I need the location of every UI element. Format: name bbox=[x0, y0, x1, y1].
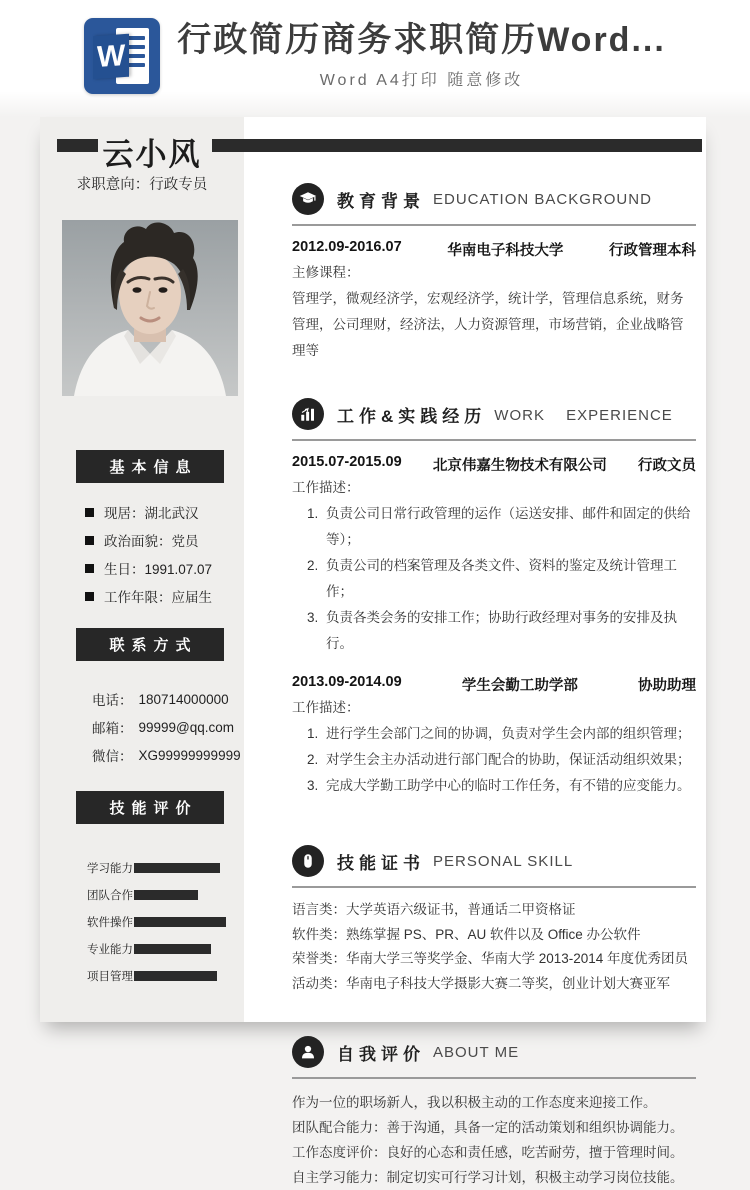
section-title-en: EDUCATION BACKGROUND bbox=[433, 190, 652, 208]
word-logo-icon bbox=[84, 18, 160, 94]
basic-info-item bbox=[85, 498, 212, 526]
section-title-cn: 技能证书 bbox=[337, 853, 425, 873]
skill-bar-track bbox=[134, 890, 226, 900]
job-role: 行政文员 bbox=[638, 458, 696, 474]
basic-info-list bbox=[85, 498, 212, 610]
job-period: 2013.09-2014.09 bbox=[292, 674, 402, 690]
contact-item-wechat bbox=[92, 741, 241, 769]
square-bullet-icon bbox=[85, 592, 94, 601]
contact-list bbox=[92, 685, 241, 769]
basic-info-item bbox=[85, 554, 212, 582]
cert-line: 活动类：华南电子科技大学摄影大赛二等奖，创业计划大赛亚军 bbox=[292, 975, 670, 991]
basic-info-item bbox=[85, 582, 212, 610]
skill-label: 学习能力 bbox=[87, 862, 133, 875]
job-duty-list bbox=[292, 501, 696, 657]
bar-chart-icon bbox=[292, 398, 324, 430]
contact-value: XG99999999999 bbox=[138, 747, 241, 763]
job-desc-label: 工作描述： bbox=[292, 700, 360, 715]
section-divider bbox=[292, 886, 696, 888]
courses-label: 主修课程： bbox=[292, 265, 360, 280]
mouse-icon bbox=[292, 845, 324, 877]
basic-info-text: 现居：湖北武汉 bbox=[104, 506, 199, 521]
job-duty: 2. 负责公司的档案管理及各类文件、资料的鉴定及统计管理工作； bbox=[322, 553, 696, 605]
job-duty: 3. 负责各类会务的安排工作；协助行政经理对事务的安排及执行。 bbox=[322, 605, 696, 657]
cert-line: 荣誉类：华南大学三等奖学金、华南大学 2013-2014 年度优秀团员 bbox=[292, 951, 689, 966]
listing-titles bbox=[177, 18, 666, 90]
contact-value: 180714000000 bbox=[138, 691, 229, 707]
basic-info-text: 生日：1991.07.07 bbox=[104, 562, 213, 577]
skill-cert-header bbox=[292, 845, 696, 877]
job-duty: 1. 进行学生会部门之间的协调，负责对学生会内部的组织管理； bbox=[322, 721, 696, 747]
skill-bar-track bbox=[134, 944, 226, 954]
skill-rating-list bbox=[87, 854, 226, 989]
education-degree: 行政管理本科 bbox=[609, 243, 696, 259]
education-school: 华南电子科技大学 bbox=[447, 243, 564, 259]
job-role: 协助助理 bbox=[638, 678, 696, 694]
education-period: 2012.09-2016.07 bbox=[292, 239, 402, 255]
skill-bar-track bbox=[134, 917, 226, 927]
contact-item-phone bbox=[92, 685, 241, 713]
about-header bbox=[292, 1036, 696, 1068]
section-divider bbox=[292, 439, 696, 441]
square-bullet-icon bbox=[85, 564, 94, 573]
section-skill-certificates bbox=[292, 845, 696, 996]
resume-page bbox=[40, 117, 706, 1185]
work-header bbox=[292, 398, 696, 430]
about-line: 自主学习能力：制定切实可行学习计划，积极主动学习岗位技能。 bbox=[292, 1170, 684, 1185]
job-desc-label: 工作描述： bbox=[292, 480, 360, 495]
section-title-en: PERSONAL SKILL bbox=[433, 852, 574, 870]
job-duty: 1. 负责公司日常行政管理的运作（运送安排、邮件和固定的供给等）； bbox=[322, 501, 696, 553]
skill-label: 专业能力 bbox=[87, 943, 133, 956]
word-letter: W bbox=[93, 34, 129, 80]
section-title-cn: 工作&实践经历 bbox=[337, 406, 487, 426]
basic-info-text: 政治面貌：党员 bbox=[104, 534, 199, 549]
job-company: 学生会勤工助学部 bbox=[461, 678, 578, 694]
contact-item-email bbox=[92, 713, 241, 741]
job-objective: 求职意向：行政专员 bbox=[76, 177, 208, 193]
skill-rating-title: 技能评价 bbox=[78, 793, 222, 822]
job-duty: 3. 完成大学勤工助学中心的临时工作任务，有不错的应变能力。 bbox=[322, 773, 696, 799]
cert-line: 软件类：熟练掌握 PS、PR、AU 软件以及 Office 办公软件 bbox=[292, 926, 641, 942]
contact-label: 邮箱： bbox=[92, 721, 133, 736]
square-bullet-icon bbox=[85, 536, 94, 545]
about-line: 团队配合能力：善于沟通，具备一定的活动策划和组织协调能力。 bbox=[292, 1120, 684, 1135]
education-header bbox=[292, 183, 696, 215]
skill-bar-fill bbox=[134, 890, 198, 900]
skill-label: 项目管理 bbox=[87, 970, 133, 983]
section-title-cn: 自我评价 bbox=[337, 1044, 425, 1064]
section-title-en: ABOUT ME bbox=[433, 1043, 520, 1061]
skill-bar-fill bbox=[134, 944, 211, 954]
skill-bar-track bbox=[134, 863, 226, 873]
portrait-illustration bbox=[62, 220, 238, 396]
skill-bar-track bbox=[134, 971, 226, 981]
job-heading bbox=[292, 454, 696, 475]
section-work-experience bbox=[292, 398, 696, 799]
square-bullet-icon bbox=[85, 508, 94, 517]
basic-info-item bbox=[85, 526, 212, 554]
graduation-cap-icon bbox=[292, 183, 324, 215]
contact-label: 电话： bbox=[92, 693, 133, 708]
skill-bar-fill bbox=[134, 863, 220, 873]
skill-row bbox=[87, 935, 226, 962]
basic-info-text: 工作年限：应届生 bbox=[104, 590, 212, 605]
section-title-en: WORK EXPERIENCE bbox=[494, 406, 673, 424]
skill-bar-fill bbox=[134, 971, 217, 981]
skill-row bbox=[87, 908, 226, 935]
basic-info-title: 基本信息 bbox=[78, 452, 222, 481]
skill-bar-fill bbox=[134, 917, 226, 927]
person-icon bbox=[292, 1036, 324, 1068]
resume-main-column bbox=[292, 117, 696, 1190]
skill-label: 团队合作 bbox=[87, 889, 133, 902]
contact-value: 99999@qq.com bbox=[138, 719, 235, 735]
job-period: 2015.07-2015.09 bbox=[292, 454, 402, 470]
contact-title: 联系方式 bbox=[78, 630, 222, 659]
listing-header bbox=[0, 0, 750, 117]
section-about-me bbox=[292, 1036, 696, 1190]
skill-row bbox=[87, 854, 226, 881]
job-duty: 2. 对学生会主办活动进行部门配合的协助，保证活动组织效果； bbox=[322, 747, 696, 773]
skill-row bbox=[87, 881, 226, 908]
about-line: 作为一位的职场新人，我以积极主动的工作态度来迎接工作。 bbox=[292, 1095, 657, 1110]
portrait-photo bbox=[62, 220, 238, 396]
section-title-cn: 教育背景 bbox=[337, 191, 425, 211]
contact-label: 微信： bbox=[92, 749, 133, 764]
job-company: 北京伟嘉生物技术有限公司 bbox=[432, 458, 607, 474]
section-divider bbox=[292, 224, 696, 226]
about-line: 工作态度评价：良好的心态和责任感，吃苦耐劳，擅于管理时间。 bbox=[292, 1145, 684, 1160]
courses-text: 管理学，微观经济学，宏观经济学，统计学，管理信息系统，财务管理，公司理财，经济法，人力资源管理，市场营销，企业战略管理等 bbox=[292, 291, 684, 358]
skill-label: 软件操作 bbox=[87, 916, 133, 929]
candidate-name: 云小风 bbox=[102, 137, 202, 172]
skill-row bbox=[87, 962, 226, 989]
cert-line: 语言类：大学英语六级证书，普通话二甲资格证 bbox=[292, 902, 576, 917]
education-entry-heading bbox=[292, 239, 696, 260]
listing-title: 行政简历商务求职简历Word... bbox=[177, 21, 666, 59]
listing-subtitle: Word A4打印 随意修改 bbox=[319, 72, 524, 90]
job-duty-list bbox=[292, 721, 696, 799]
job-heading bbox=[292, 674, 696, 695]
section-education bbox=[292, 183, 696, 364]
section-divider bbox=[292, 1077, 696, 1079]
